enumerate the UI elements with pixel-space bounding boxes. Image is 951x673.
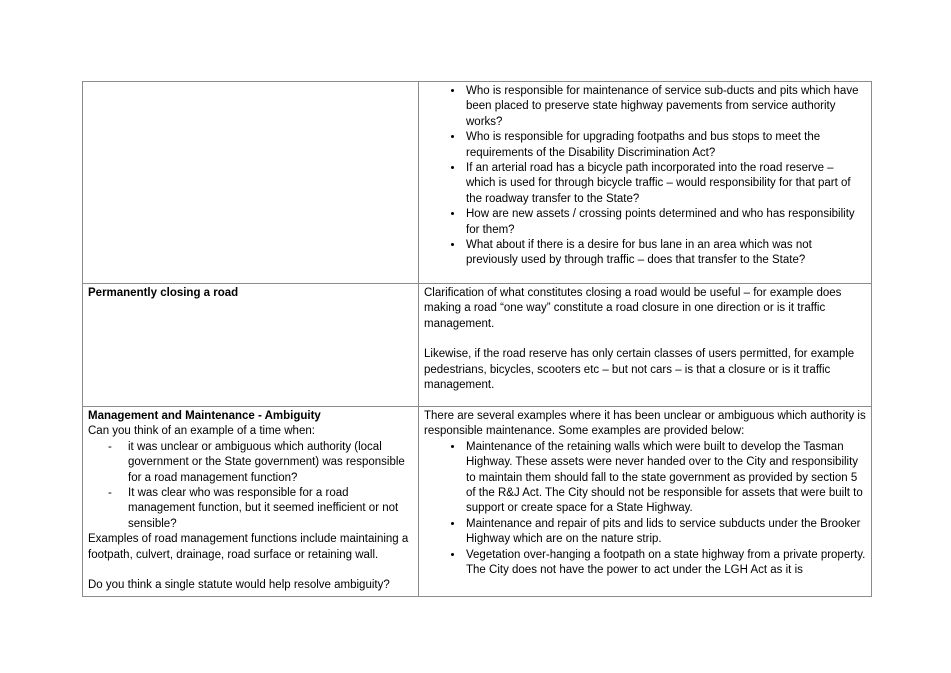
row1-bullet-list	[424, 84, 866, 269]
row3-bullet-list	[424, 440, 866, 579]
table-row	[83, 284, 872, 407]
paragraph: There are several examples where it has been unclear or ambiguous which authority is responsible maintenance. Some examples are provided below:	[424, 410, 866, 438]
list-item: • Who is responsible for upgrading footpaths and bus stops to meet the requirements of the Disability Discrimination Act?	[464, 130, 866, 161]
row1-right-cell	[419, 82, 872, 284]
paragraph: Can you think of an example of a time when:	[88, 425, 315, 438]
row2-right-cell	[419, 284, 872, 407]
row3-left-cell	[83, 407, 419, 597]
paragraph: Do you think a single statute would help resolve ambiguity?	[88, 579, 390, 592]
list-item: • Maintenance and repair of pits and lids to service subducts under the Brooker Highway which are on the nature strip.	[464, 517, 866, 548]
list-item: • What about if there is a desire for bus lane in an area which was not previously used by through traffic – does that transfer to the State?	[464, 238, 866, 269]
row-heading: Management and Maintenance - Ambiguity	[88, 410, 321, 422]
list-item: • Vegetation over-hanging a footpath on a state highway from a private property. The City does not have the power to act under the LGH Act as it is	[464, 548, 866, 579]
list-item: - it was unclear or ambiguous which authority (local government or the State government) was responsible for a road management function?	[128, 440, 413, 486]
list-item: • Maintenance of the retaining walls which were built to develop the Tasman Highway. These assets were never handed over to the City and responsibility to maintain them should fall to the state government as provided by section 5 of the R&J Act. The City should not be responsible for assets that were built to support or create space for a State Highway.	[464, 440, 866, 517]
paragraph: Clarification of what constitutes closing a road would be useful – for example does making a road “one way” constitute a road closure in one direction or is it traffic management.	[424, 287, 842, 330]
table-row	[83, 82, 872, 284]
paragraph: Examples of road management functions include maintaining a footpath, culvert, drainage, road surface or retaining wall.	[88, 533, 409, 561]
row1-left-cell	[83, 82, 419, 284]
dash-list	[88, 440, 413, 532]
row2-left-cell	[83, 284, 419, 407]
row3-right-cell	[419, 407, 872, 597]
list-item: - It was clear who was responsible for a road management function, but it seemed inefficient or not sensible?	[128, 486, 413, 532]
row-heading: Permanently closing a road	[88, 287, 239, 299]
document-table	[82, 81, 872, 597]
list-item: • How are new assets / crossing points determined and who has responsibility for them?	[464, 207, 866, 238]
list-item: • If an arterial road has a bicycle path incorporated into the road reserve – which is used for through bicycle traffic – would responsibility for that part of the roadway transfer to the State?	[464, 161, 866, 207]
paragraph: Likewise, if the road reserve has only certain classes of users permitted, for example pedestrians, bicycles, scooters etc – but not cars – is that a closure or is it traffic management.	[424, 348, 855, 392]
table-row	[83, 407, 872, 597]
list-item: • Who is responsible for maintenance of service sub-ducts and pits which have been placed to preserve state highway pavements from service authority works?	[464, 84, 866, 130]
